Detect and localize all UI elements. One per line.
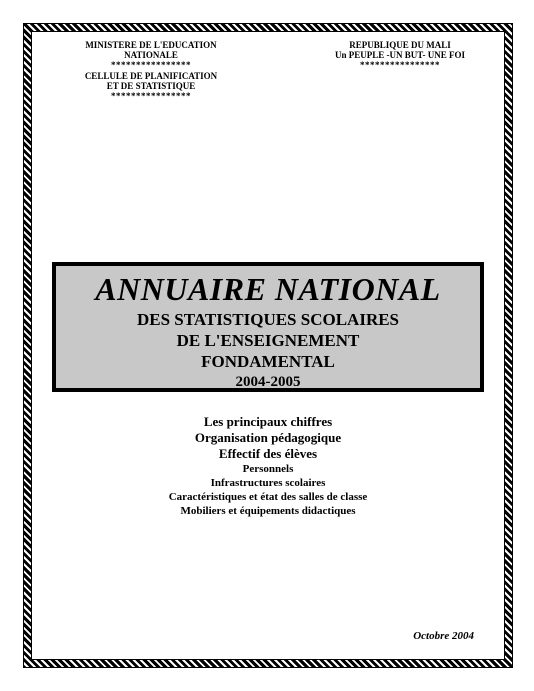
stars-divider: **************** — [111, 91, 191, 101]
subtitle-line2: DE L'ENSEIGNEMENT — [176, 331, 360, 350]
header-right — [330, 40, 470, 70]
title-box — [52, 262, 484, 392]
school-year: 2004-2005 — [235, 374, 301, 390]
cell-name-line1: CELLULE DE PLANIFICATION — [84, 71, 218, 81]
subtitle-line3: FONDAMENTAL — [201, 352, 335, 371]
document-title: ANNUAIRE NATIONAL — [95, 271, 441, 307]
ministry-name: MINISTERE DE L'EDUCATION NATIONALE — [85, 40, 217, 60]
header-left — [62, 40, 240, 101]
contents-item: Personnels — [242, 463, 294, 475]
contents-item: Caractéristiques et état des salles de classe — [168, 491, 368, 503]
publication-date: Octobre 2004 — [413, 630, 474, 642]
national-motto: Un PEUPLE -UN BUT- UNE FOI — [335, 50, 465, 60]
contents-item: Infrastructures scolaires — [210, 477, 326, 489]
stars-divider: **************** — [360, 60, 440, 70]
country-name: REPUBLIQUE DU MALI — [349, 40, 451, 50]
contents-item: Organisation pédagogique — [194, 430, 342, 445]
cell-name-line2: ET DE STATISTIQUE — [106, 81, 196, 91]
subtitle-line1: DES STATISTIQUES SCOLAIRES — [136, 310, 400, 329]
contents-item: Effectif des élèves — [218, 446, 318, 461]
contents-list — [52, 414, 484, 518]
contents-item: Les principaux chiffres — [203, 414, 333, 429]
stars-divider: **************** — [111, 60, 191, 70]
contents-item: Mobiliers et équipements didactiques — [180, 505, 356, 517]
